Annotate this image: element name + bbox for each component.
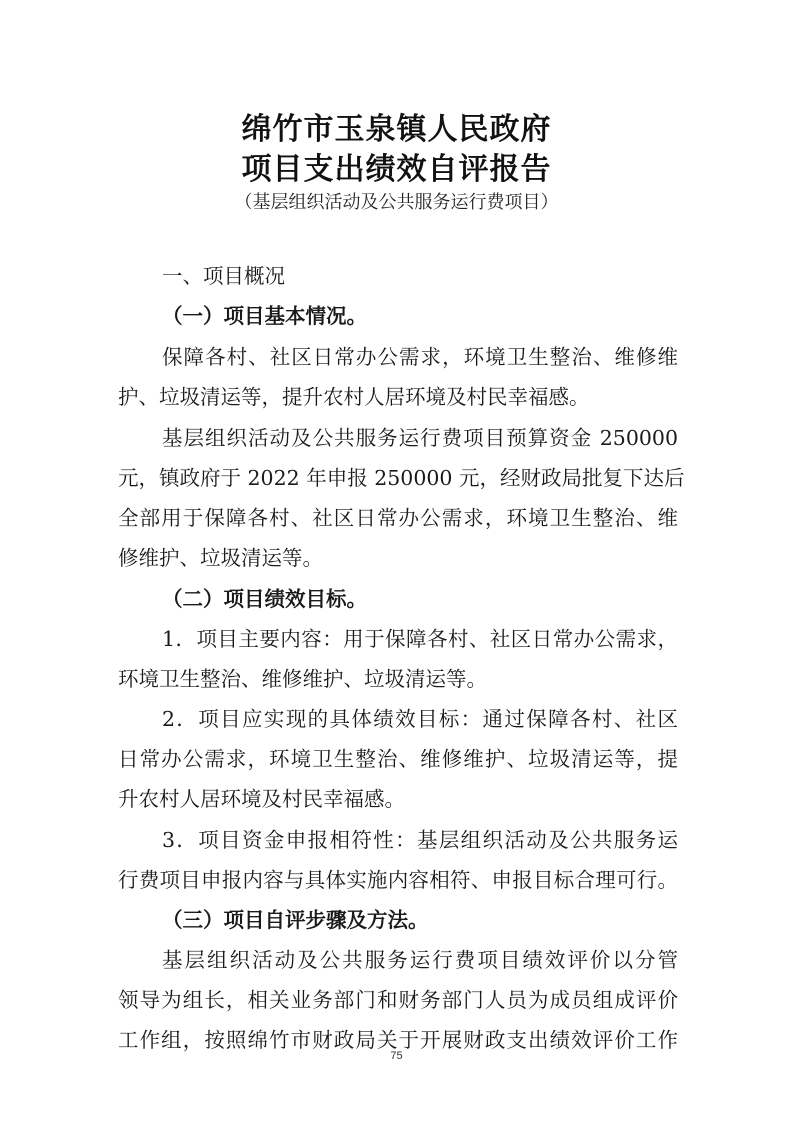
list-item-line: 3．项目资金申报相符性：基层组织活动及公共服务运: [162, 828, 678, 852]
subsection-heading-self-evaluation: （三）项目自评步骤及方法。: [162, 908, 429, 932]
subsection-heading-performance-goals: （二）项目绩效目标。: [162, 587, 367, 611]
list-item-line: 环境卫生整治、维修维护、垃圾清运等。: [118, 667, 487, 691]
paragraph-line: 护、垃圾清运等，提升农村人居环境及村民幸福感。: [118, 385, 590, 409]
page-number: 75: [390, 1050, 403, 1062]
paragraph-line: 工作组，按照绵竹市财政局关于开展财政支出绩效评价工作: [118, 1028, 678, 1052]
paragraph-line: 修维护、垃圾清运等。: [118, 546, 323, 570]
section-heading-overview: 一、项目概况: [162, 264, 285, 288]
paragraph-line: 全部用于保障各村、社区日常办公需求，环境卫生整治、维: [118, 506, 678, 530]
list-item-line: 1．项目主要内容：用于保障各村、社区日常办公需求，: [162, 627, 678, 651]
paragraph-line: 领导为组长，相关业务部门和财务部门人员为成员组成评价: [118, 988, 678, 1012]
report-title-line2: 项目支出绩效自评报告: [241, 152, 552, 187]
subsection-heading-basic-info: （一）项目基本情况。: [162, 304, 367, 328]
paragraph-line: 元，镇政府于 2022 年申报 250000 元，经财政局批复下达后: [118, 466, 685, 490]
report-title-line1: 绵竹市玉泉镇人民政府: [241, 112, 552, 147]
list-item-line: 2．项目应实现的具体绩效目标：通过保障各村、社区: [162, 707, 678, 731]
paragraph-line: 保障各村、社区日常办公需求，环境卫生整治、维修维: [162, 345, 678, 369]
paragraph-line: 基层组织活动及公共服务运行费项目预算资金 250000: [162, 426, 678, 450]
paragraph-line: 基层组织活动及公共服务运行费项目绩效评价以分管: [162, 948, 678, 972]
report-subtitle: （基层组织活动及公共服务运行费项目）: [234, 192, 559, 213]
list-item-line: 行费项目申报内容与具体实施内容相符、申报目标合理可行。: [118, 868, 678, 892]
list-item-line: 日常办公需求，环境卫生整治、维修维护、垃圾清运等，提: [118, 747, 678, 771]
list-item-line: 升农村人居环境及村民幸福感。: [118, 787, 405, 811]
